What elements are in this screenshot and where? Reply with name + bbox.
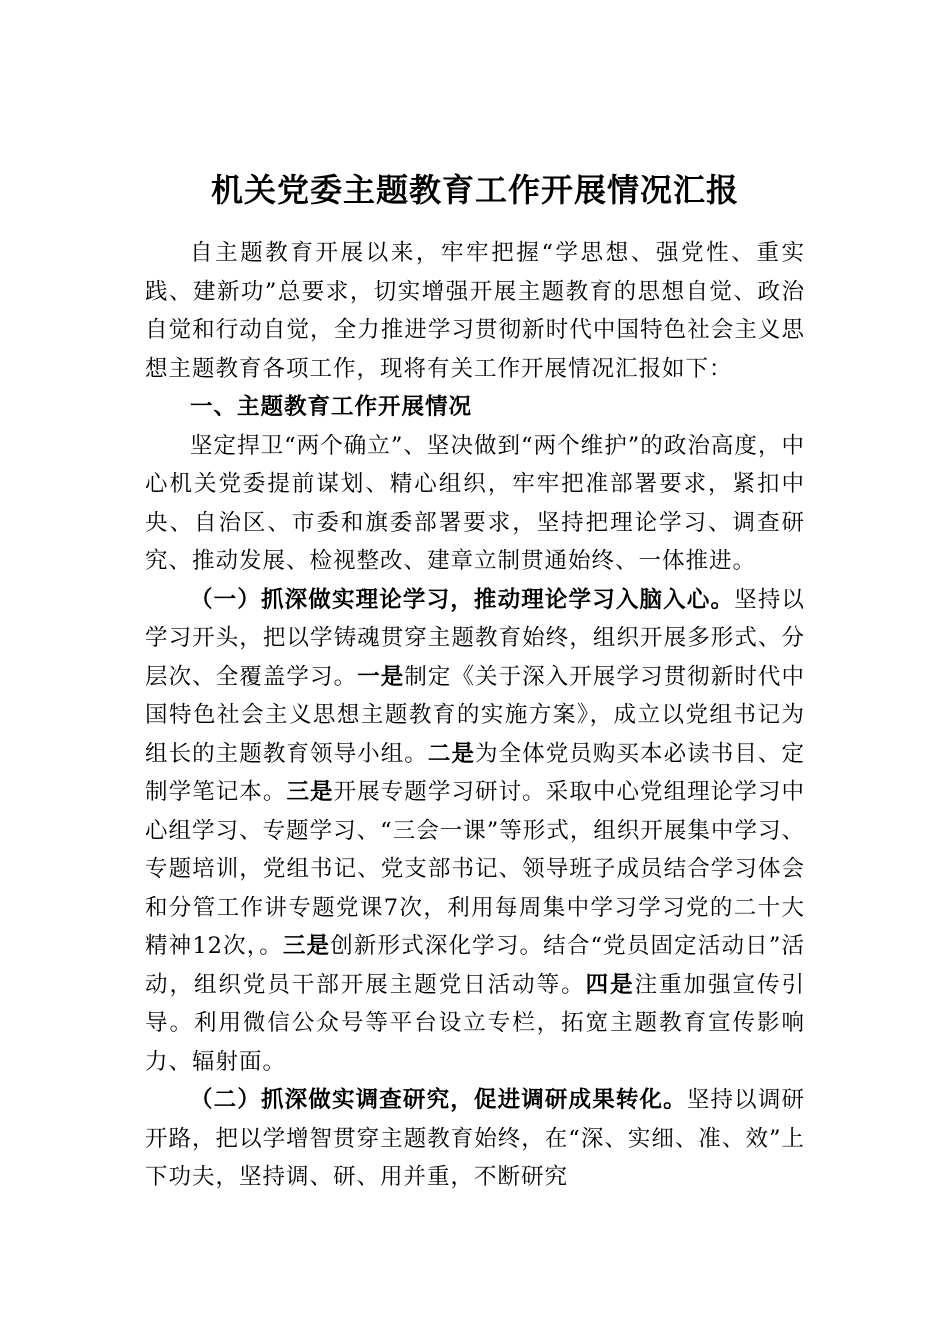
subsection-1-text-6: 注重加强宣传引导。利用微信公众号等平台设立专栏，拓宽主题教育宣传影响力、辐射面。 (145, 971, 805, 1075)
subsection-2-text-1: 坚持以调研开路，把以学增智贯穿主题教育始终，在“深、实细、准、效”上下功夫，坚持调、研、用并重，不断研究 (145, 1087, 805, 1190)
subsection-heading-2: （二）抓深做实调查研究，促进调研成果转化。 (190, 1087, 687, 1113)
section-heading-1: 一、主题教育工作开展情况 (190, 394, 473, 420)
subsection-1-paragraph (145, 581, 805, 1082)
keyword-third: 三是 (286, 779, 334, 805)
keyword-third-repeat: 三是 (282, 933, 331, 959)
subsection-1-text-1: 坚持以学习开头，把以学铸魂贯穿主题教育始终，组织开展多形式、分层次、全覆盖学习。 (145, 586, 805, 690)
keyword-fourth: 四是 (585, 971, 635, 998)
subsection-2-paragraph (145, 1081, 805, 1197)
subsection-1-text-4: 开展专题学习研讨。采取中心党组理论学习中心组学习、专题学习、“三会一课”等形式，组织开展集中学习、专题培训，党组书记、党支部书记、领导班子成员结合学习体会和分管工作讲专题党课7次，利用每周集中学习学习党的二十大精神12次，。 (145, 779, 805, 959)
keyword-first: 一是 (357, 663, 405, 690)
intro-paragraph: 自主题教育开展以来，牢牢把握“学思想、强党性、重实践、建新功”总要求，切实增强开展主题教育的思想自觉、政治自觉和行动自觉，全力推进学习贯彻新时代中国特色社会主义思想主题教育各项工作，现将有关工作开展情况汇报如下： (145, 240, 805, 382)
subsection-1-text-3: 为全体党员购买本必读书目、定制学笔记本。 (145, 740, 805, 805)
subsection-1-text-5: 创新形式深化学习。结合“党员固定活动日”活动，组织党员干部开展主题党日活动等。 (145, 933, 805, 998)
section-1-paragraph: 坚定捍卫“两个确立”、坚决做到“两个维护”的政治高度，中心机关党委提前谋划、精心组织，牢牢把准部署要求，紧扣中央、自治区、市委和旗委部署要求，坚持把理论学习、调查研究、推动发展、检视整改、建章立制贯通始终、一体推进。 (145, 432, 805, 574)
document-title: 机关党委主题教育工作开展情况汇报 (210, 171, 739, 209)
subsection-heading-1: （一）抓深做实理论学习，推动理论学习入脑入心。 (190, 586, 735, 613)
document-body (145, 234, 805, 1197)
keyword-second: 二是 (427, 740, 476, 767)
subsection-1-text-2: 制定《关于深入开展学习贯彻新时代中国特色社会主义思想主题教育的实施方案》，成立以党组书记为组长的主题教育领导小组。 (145, 663, 805, 767)
